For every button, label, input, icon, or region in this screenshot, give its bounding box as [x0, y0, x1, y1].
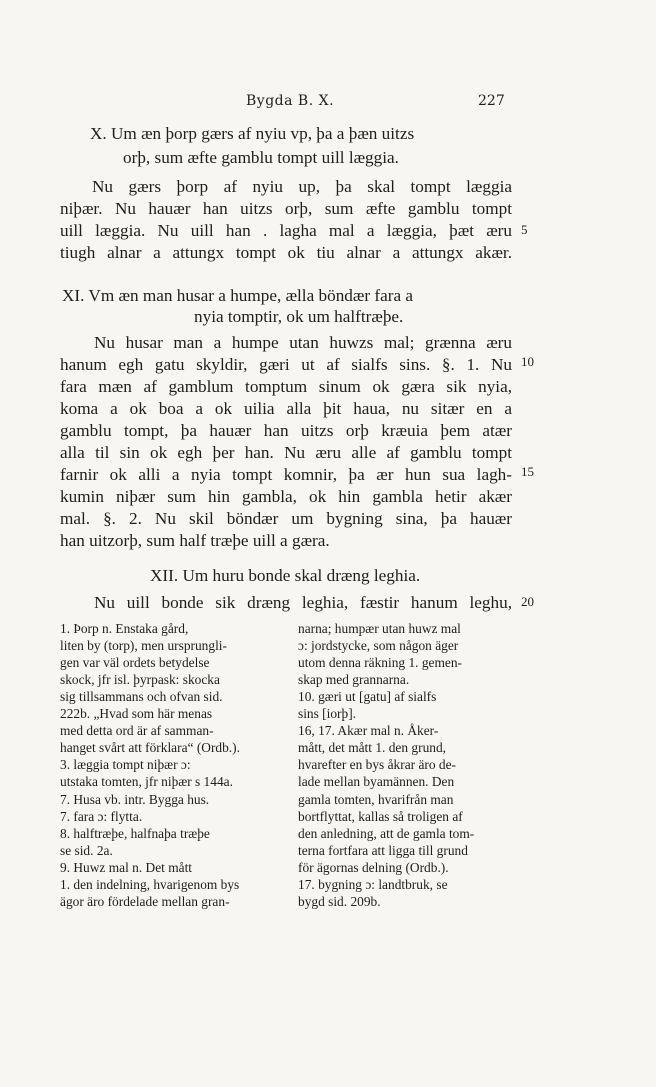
note-line: ɔ: jordstycke, som någon äger — [298, 638, 459, 654]
note-line: den anledning, att de gamla tom- — [298, 825, 475, 841]
text-line: fara mæn af gamblum tomptum sinum ok gæra sik nyia, — [60, 377, 512, 396]
note-line: ägor äro fördelade mellan gran- — [60, 893, 230, 909]
text-line: alla til sin ok egh þer han. Nu æru alle af gamblu tompt — [60, 443, 512, 462]
note-line: lade mellan byamännen. Den — [298, 774, 455, 790]
note-line: narna; humpær utan huwz mal — [298, 621, 461, 636]
section-heading-x: X. Um æn þorp gærs af nyiu vp, þa a þæn uitzs — [90, 124, 415, 143]
text-line: Nu uill bonde sik dræng leghia, fæstir hanum leghu, — [94, 593, 512, 612]
note-line: mått, det mått 1. den grund, — [298, 740, 447, 756]
text-line: uill læggia. Nu uill han . lagha mal a læggia, þæt æru — [60, 221, 512, 240]
line-number: 10 — [521, 354, 534, 369]
note-line: sig tillsammans och ofvan sid. — [60, 689, 223, 705]
note-line: bortflyttat, kallas så troligen af — [298, 808, 463, 824]
note-line: gen var väl ordets betydelse — [60, 655, 210, 671]
text-line: farnir ok alli a nyia tompt komnir, þa ær hun sua lagh- — [60, 465, 512, 484]
note-line: 222b. „Hvad som här menas — [60, 706, 213, 722]
note-line: gamla tomten, hvarifrån man — [298, 791, 454, 807]
line-number: 5 — [521, 222, 528, 237]
note-line: skock, jfr isl. þyrpask: skocka — [60, 672, 220, 688]
note-line: utstaka tomten, jfr niþær s 144a. — [60, 774, 233, 790]
section-heading-xii: XII. Um huru bonde skal dræng leghia. — [150, 566, 421, 585]
note-line: för ägornas delning (Ordb.). — [298, 859, 449, 875]
text-line: mal. §. 2. Nu skil böndær um bygning sina, þa hauær — [60, 509, 512, 528]
note-line: hanget svårt att förklara“ (Ordb.). — [60, 740, 240, 756]
note-line: se sid. 2a. — [60, 842, 113, 858]
note-line: 8. halftræþe, halfnaþa træþe — [60, 825, 210, 841]
running-head-title: Bygda B. X. — [246, 93, 335, 109]
text-line: kumin niþær sum hin gambla, ok hin gambla hetir akær — [60, 487, 512, 506]
running-head — [0, 93, 656, 113]
note-line: 1. den indelning, hvarigenom bys — [60, 876, 240, 892]
section-heading-xi: XI. Vm æn man husar a humpe, ælla böndær fara a — [62, 286, 413, 305]
section-heading-x-cont: orþ, sum æfte gamblu tompt uill læggia. — [123, 148, 399, 167]
note-line: liten by (torp), men ursprungli- — [60, 638, 227, 654]
note-line: 9. Huwz mal n. Det mått — [60, 859, 193, 875]
note-line: 7. fara ɔ: flytta. — [60, 808, 143, 824]
line-number: 15 — [521, 464, 534, 479]
section-heading-xi-cont: nyia tomptir, ok um halftræþe. — [194, 307, 404, 326]
note-line: 17. bygning ɔ: landtbruk, se — [298, 876, 448, 892]
text-line: hanum egh gatu skyldir, gæri ut af sialfs sins. §. 1. Nu — [60, 355, 512, 374]
note-line: 10. gæri ut [gatu] af sialfs — [298, 689, 437, 705]
text-line: han uitzorþ, sum half træþe uill a gæra. — [60, 531, 330, 550]
note-line: hvarefter en bys åkrar äro de- — [298, 757, 456, 773]
note-line: terna fortfara att ligga till grund — [298, 842, 468, 858]
note-line: 7. Husa vb. intr. Bygga hus. — [60, 791, 210, 807]
page-number: 227 — [478, 93, 505, 109]
note-line: 3. læggia tompt niþær ɔ: — [60, 757, 191, 773]
note-line: 16, 17. Akær mal n. Åker- — [298, 723, 439, 739]
text-line: gamblu tompt, þa hauær han uitzs orþ kræuia þem atær — [60, 421, 512, 440]
text-line: koma a ok boa a ok uilia alla þit haua, nu sitær en a — [60, 399, 512, 418]
text-line: tiugh alnar a attungx tompt ok tiu alnar a attungx akær. — [60, 243, 512, 262]
text-line: Nu husar man a humpe utan huwzs mal; grænna æru — [94, 333, 512, 352]
note-line: skap med grannarna. — [298, 672, 410, 688]
note-line: sins [iorþ]. — [298, 706, 357, 722]
note-line: 1. Þorp n. Enstaka gård, — [60, 621, 189, 636]
note-line: bygd sid. 209b. — [298, 893, 381, 909]
text-line: niþær. Nu hauær han uitzs orþ, sum æfte gamblu tompt — [60, 199, 512, 218]
text-line: Nu gærs þorp af nyiu up, þa skal tompt læggia — [92, 177, 512, 196]
note-line: utom denna räkning 1. gemen- — [298, 655, 462, 671]
note-line: med detta ord är af samman- — [60, 723, 214, 739]
line-number: 20 — [521, 594, 534, 609]
